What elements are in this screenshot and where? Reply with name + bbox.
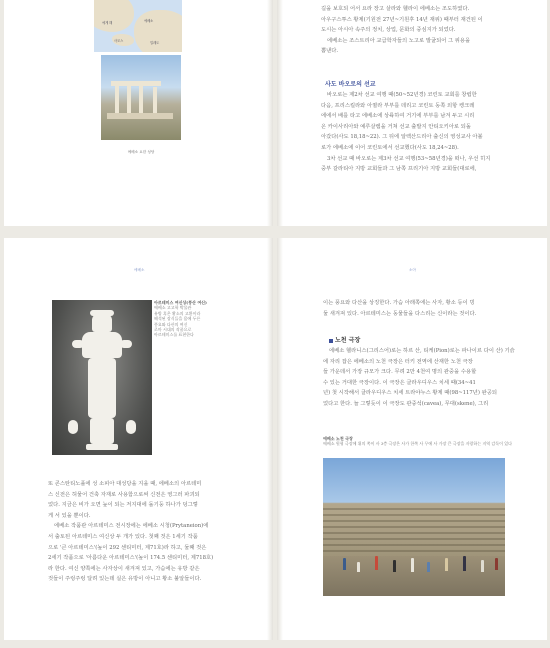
intro-text: 이는 풍요와 다산을 상징한다. 가슴 아래쪽에는 사자, 황소 등이 빙 둘 새겨져 있다. 아르테미스는 동물들을 다스리는 신이라는 것이다.	[323, 300, 477, 317]
bullet-icon	[329, 339, 333, 343]
page-bottom-right	[277, 238, 547, 640]
map-label: 밀레도	[150, 41, 160, 45]
statue-caption: 아르테미스 여신상(풍산 여신) 에베소 고고학 박물관 유방 혹은 황소의 고환이라 해석된 장식들을 몸에 두른 풍요와 다산의 여신 로마 시대의 작품으로 아르테미스를 표현한다	[154, 300, 207, 338]
map-label: 사모스	[114, 39, 124, 43]
map-image	[94, 0, 182, 52]
artemis-statue-photo	[52, 300, 152, 455]
page-top-left	[4, 0, 273, 226]
running-head: 소아	[409, 268, 416, 272]
map-label: 에게 해	[102, 21, 113, 25]
running-head: 에베소	[134, 268, 145, 272]
body-text: 바오로는 제2차 선교 여행 때(50~52년경) 코린토 교회를 창립한 다음, 프리스킬라와 아퀼라 부부를 데리고 코린토 동쪽 외항 켕크레 에에서 배를 타고 에베소에 상륙하여 거기에 부부를 남겨 두고 시리 온 카이사리아와 예루살렘을 거쳐 선교 출발지 안티오키아로 되돌 아갔다(사도 18,18~22). 그 뒤에 알렉산드리아 출신의 영성교사 아볼 로가 에베소에 이어 코린토에서 선교했다(사도 18,24~28). 3차 선교 때 바오로는 제3차 선교 여행(53~58년경)을 떠나, 우선 히지 중부 갈라티아 지방 교회들과 그 남쪽 프리기아 지방 교회들(대로에,	[321, 92, 491, 173]
photo-caption: 에베소 노천 극장 에베소 원형 극장에 위의 쪽이 사 3층 극장은 사가 한쪽 사 무에 사 가장 큰 극장을 자랑하는 지역 감독이 있다	[323, 436, 512, 447]
map-label: 에베소	[144, 19, 154, 23]
theater-photo	[323, 458, 505, 596]
section-heading: 노천 극장	[329, 335, 360, 344]
page-bottom-left	[4, 238, 273, 640]
photo-caption: 에베소 요한 성당	[127, 150, 155, 154]
page-top-right	[277, 0, 547, 226]
body-text: 에베소 헬라니스(그리스어)로는 하르 산, 티케(Pion)로는 파나이르 다이 산) 기슭 에 자리 잡은 에베소의 노천 극장은 터키 전역에 산재한 노천 극장 들 가운데서 가장 규모가 크다. 무려 2만 4천여 명의 관중을 수용할 수 있는 거대한 극장이다. 이 극장은 클라우디우스 치세 때(34~41 년) 첫 시작해서 클라우디우스 치세 트라야누스 황제 때(98~117년) 완공되 었다고 한다. 늘 그렇듯이 이 극장도 관중석(cavea), 무대(skene), 그리	[323, 348, 515, 407]
body-text: 또 콘스탄티노플에 성 소피아 대성당을 지을 때, 에베소의 아르테미 스 신전은 허물어 건축 자재로 사용함으로써 신전은 영그러 파괴되 었다. 지금은 비가 오면 늪이 되는 저지대에 돌기둥 하나가 덩그렇 게 서 있을 뿐이다. 에베소 작품관 아르테미스 전시장에는 에베소 시청(Prytaneion)에 서 출토된 아르테미스 여신상 두 개가 있다. 첫째 것은 1세기 작품 으로 '큰 아르테미스'(높이 292 센티미터, 제71호)라 하고, 둘째 것은 2세기 작품으로 '아름다운 아르테미스'(높이 174.5 센티미터, 제718호) 라 한다. 여신 양쪽에는 사자상이 새겨져 있고, 가슴에는 유방 같은 것들이 주렁주렁 달려 있는데 실은 유방이 아니고 황소 불알들이다.	[48, 481, 214, 583]
intro-text: 길을 보호되 어서 요라 장고 살라와 헬라이 에베소는 조도하였다. 아우구스투스 황제(기원전 27년~기원후 14년 재위) 때부터 재건된 이 도시는 아시아 속주의 정치, 상업, 문화의 중심지가 되었다. 에베소는 조스트리아 교급학자들의 노고로 발굴되어 그 위용을 뽐낸다.	[321, 6, 483, 55]
section-heading: 사도 바오로의 선교	[325, 81, 376, 88]
church-ruins-photo	[101, 55, 181, 140]
